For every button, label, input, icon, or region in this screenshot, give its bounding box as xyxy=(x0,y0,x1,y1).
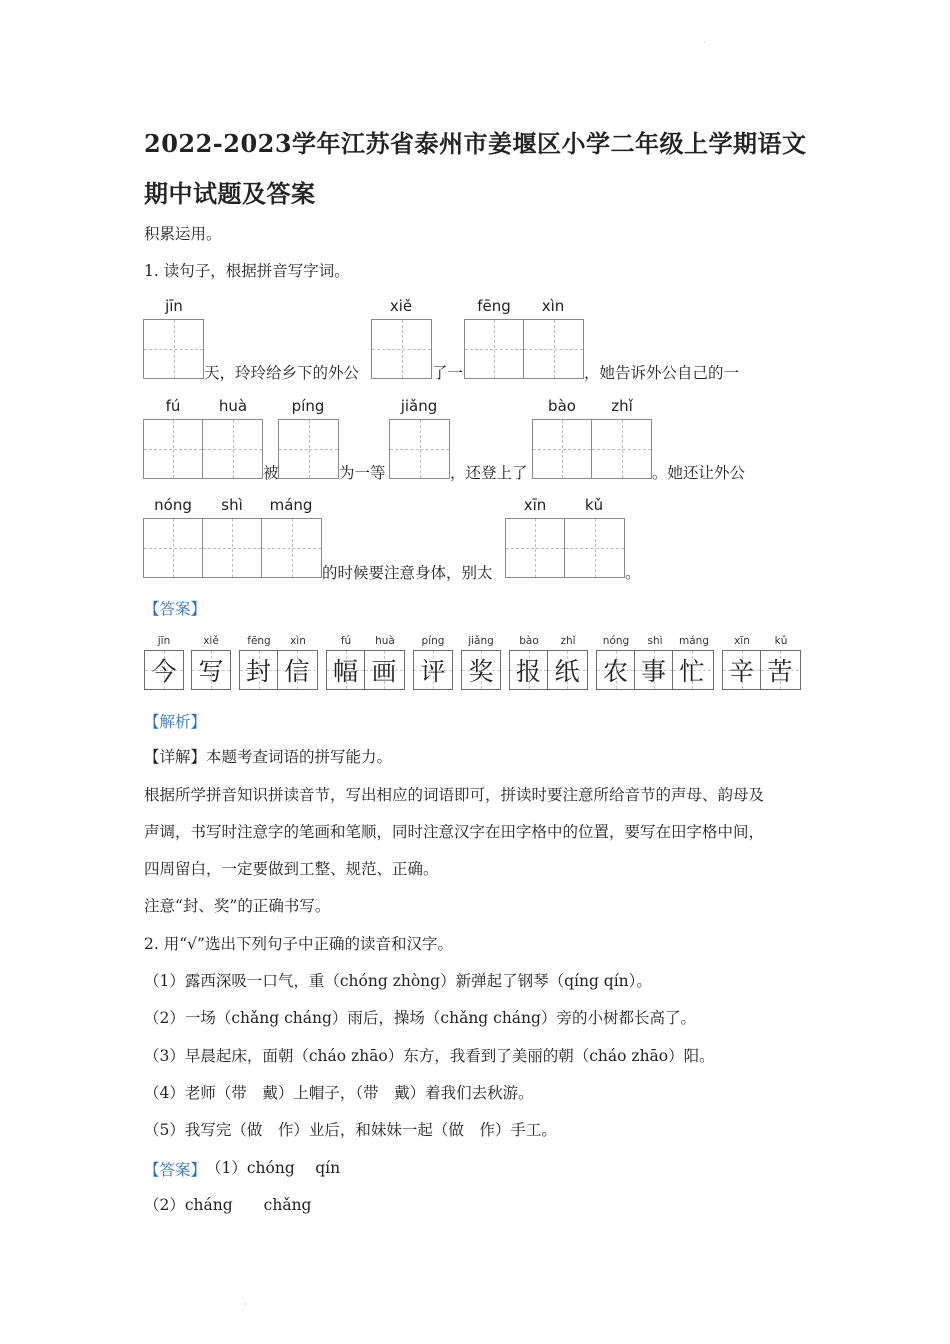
pinyin-bao: bào xyxy=(548,397,576,415)
tianzi-grid[interactable] xyxy=(143,319,204,379)
answer-grid xyxy=(413,650,453,690)
analysis-paragraph: 四周留白，一定要做到工整、规范、正确。 xyxy=(144,860,439,878)
q2-answer-line: （2）cháng chǎng xyxy=(144,1196,312,1214)
q1-text: 。她还让外公 xyxy=(652,464,746,482)
answer-pinyin: xiě xyxy=(203,635,219,647)
answer-grid xyxy=(144,650,184,690)
answer-char: 纸 xyxy=(554,657,580,686)
q1-prompt: 1. 读句子，根据拼音写字词。 xyxy=(144,262,350,280)
answer-pinyin: jīn xyxy=(157,635,171,647)
answer-grid xyxy=(596,650,714,690)
section-heading: 积累运用。 xyxy=(144,225,222,243)
tianzi-grid[interactable] xyxy=(464,319,584,379)
analysis-tag: 【解析】 xyxy=(144,713,207,731)
pinyin-jiang: jiǎng xyxy=(400,397,438,415)
q2-answer-line: （1）chóng qín xyxy=(206,1159,341,1177)
answer-pinyin: zhǐ xyxy=(560,635,576,647)
answer-char: 辛 xyxy=(728,657,754,686)
pinyin-zhi: zhǐ xyxy=(611,397,633,415)
answer-char: 评 xyxy=(420,657,446,686)
q2-item: （3）早晨起床，面朝（cháo zhāo）东方，我看到了美丽的朝（cháo zhāo）阳。 xyxy=(144,1047,715,1065)
tianzi-grid[interactable] xyxy=(143,419,263,479)
answer-pinyin: shì xyxy=(647,635,663,647)
answer-char: 农 xyxy=(602,657,628,686)
q1-text: 。 xyxy=(625,564,641,582)
answer-pinyin: kǔ xyxy=(774,635,788,647)
q1-text: ，还登上了 xyxy=(450,464,528,482)
answer-pinyin: fēng xyxy=(247,635,271,647)
q2-item: （5）我写完（做 作）业后，和妹妹一起（做 作）手工。 xyxy=(144,1121,557,1139)
answer-pinyin: fú xyxy=(340,635,352,647)
q1-text: 了一 xyxy=(432,364,464,382)
tianzi-grid[interactable] xyxy=(143,518,322,578)
answer-grid xyxy=(722,650,801,690)
answer-pinyin: jiǎng xyxy=(468,635,494,647)
q2-item: （1）露西深吸一口气，重（chóng zhòng）新弹起了钢琴（qíng qín）。 xyxy=(144,972,652,990)
answer-char: 奖 xyxy=(468,657,494,686)
answer-pinyin: xìn xyxy=(290,635,306,647)
tianzi-grid[interactable] xyxy=(278,419,339,479)
pinyin-ping: píng xyxy=(291,397,325,415)
analysis-paragraph: 注意“封、奖”的正确书写。 xyxy=(144,897,331,915)
q1-text: 的时候要注意身体，别太 xyxy=(322,564,493,582)
answer-char: 苦 xyxy=(767,657,793,686)
analysis-paragraph: 根据所学拼音知识拼读音节，写出相应的词语即可，拼读时要注意所给音节的声母、韵母及 xyxy=(144,786,765,804)
answer-char: 封 xyxy=(245,657,271,686)
answer-pinyin: huà xyxy=(375,635,395,647)
answer-char: 画 xyxy=(371,657,397,686)
answer-grid xyxy=(509,650,588,690)
answer-pinyin: bào xyxy=(519,635,539,647)
pinyin-shi: shì xyxy=(221,496,243,514)
pinyin-nong: nóng xyxy=(154,496,192,514)
answer-tag: 【答案】 xyxy=(144,1161,207,1179)
answer-char: 信 xyxy=(284,657,310,686)
tianzi-grid[interactable] xyxy=(389,419,450,479)
pinyin-xie: xiě xyxy=(389,297,413,315)
pinyin-feng: fēng xyxy=(477,297,511,315)
pinyin-jin: jīn xyxy=(165,297,183,315)
pinyin-xin: xìn xyxy=(541,297,565,315)
doc-title-line2: 期中试题及答案 xyxy=(144,179,316,208)
doc-title-line1: 2022-2023学年江苏省泰州市姜堰区小学二年级上学期语文 xyxy=(144,129,807,158)
q2-prompt: 2. 用“√”选出下列句子中正确的读音和汉字。 xyxy=(144,935,453,953)
tianzi-grid[interactable] xyxy=(371,319,432,379)
detail-line: 【详解】本题考查词语的拼写能力。 xyxy=(144,748,393,766)
answer-tag: 【答案】 xyxy=(144,600,207,618)
tianzi-grid[interactable] xyxy=(505,518,625,578)
dot-mark: · xyxy=(244,1300,247,1309)
answer-pinyin: xīn xyxy=(734,635,750,647)
pinyin-xin2: xīn xyxy=(523,496,547,514)
answer-pinyin: máng xyxy=(679,635,709,647)
pinyin-fu: fú xyxy=(165,397,181,415)
answer-pinyin: píng xyxy=(421,635,445,647)
pinyin-mang: máng xyxy=(269,496,313,514)
q1-text: 被 xyxy=(263,464,279,482)
pinyin-hua: huà xyxy=(218,397,248,415)
q1-text: 为一等 xyxy=(339,464,386,482)
answer-grid xyxy=(191,650,231,690)
answer-char: 幅 xyxy=(332,657,358,686)
answer-char: 报 xyxy=(515,657,541,686)
answer-char: 今 xyxy=(151,657,177,686)
pinyin-ku: kǔ xyxy=(584,496,604,514)
analysis-paragraph: 声调，书写时注意字的笔画和笔顺，同时注意汉字在田字格中的位置，要写在田字格中间， xyxy=(144,823,765,841)
q1-text: ，她告诉外公自己的一 xyxy=(584,364,740,382)
answer-grid xyxy=(239,650,318,690)
q1-text: 天，玲玲给乡下的外公 xyxy=(204,364,360,382)
q2-item: （2）一场（chǎng cháng）雨后，操场（chǎng cháng）旁的小树都长高了。 xyxy=(144,1009,696,1027)
answer-grid xyxy=(461,650,501,690)
answer-grid xyxy=(326,650,405,690)
q2-item: （4）老师（带 戴）上帽子，（带 戴）着我们去秋游。 xyxy=(144,1084,534,1102)
answer-char: 事 xyxy=(640,657,666,686)
answer-pinyin: nóng xyxy=(602,635,630,647)
dot-mark: · xyxy=(703,38,706,47)
answer-char: 写 xyxy=(198,657,224,686)
tianzi-grid[interactable] xyxy=(532,419,652,479)
answer-char: 忙 xyxy=(679,657,705,686)
